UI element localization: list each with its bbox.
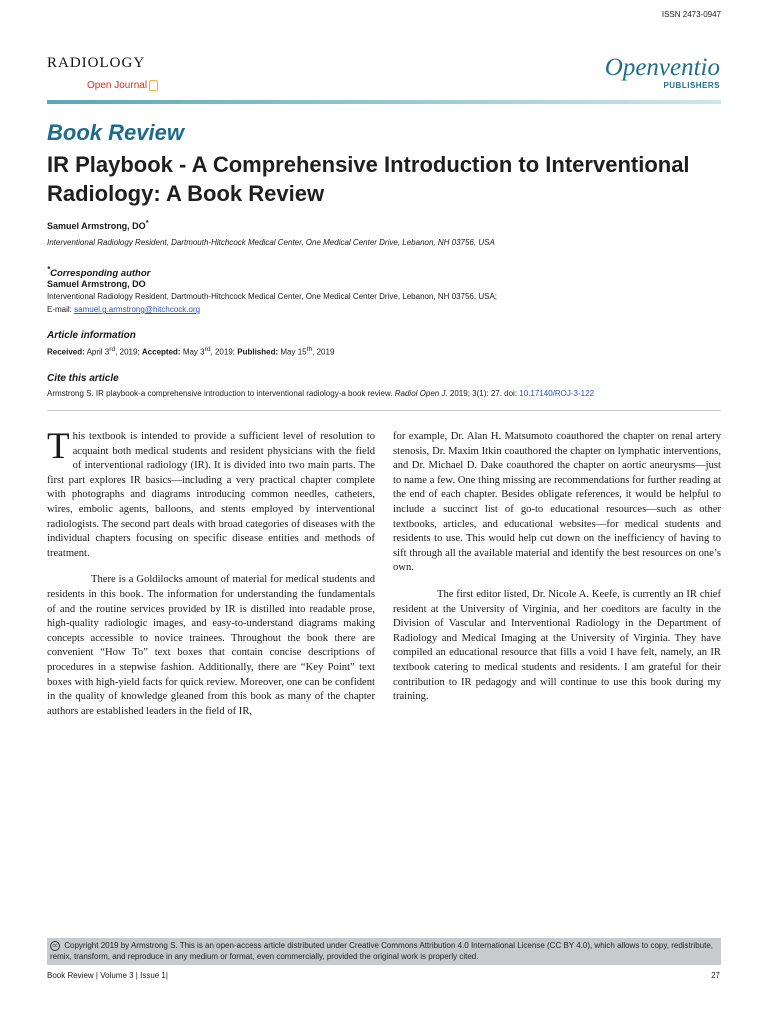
article-title: IR Playbook - A Comprehensive Introduction to Interventional Radiology: A Book Review	[47, 152, 690, 206]
publisher-name: Openventio	[604, 54, 720, 81]
article-info-label: Article information	[47, 330, 136, 341]
corresponding-label	[47, 265, 150, 279]
email-link[interactable]: samuel.g.armstrong@hitchcock.org	[74, 305, 201, 314]
received-year: 2019	[119, 347, 138, 357]
corresponding-name: Samuel Armstrong, DO	[47, 279, 146, 289]
paragraph: There is a Goldilocks amount of material for medical students and residents in this book. The information for understanding the fundamentals of and the routine services provided by IR is distilled into readable prose, high-quality radiologic images, and easy-to-understand diagrams making concepts accessible to novice trainees. Throughout the book there are convenient “How To” text boxes that contain concise descriptions of procedures in a stepwise fashion. Additionally, there are “Key Point” text boxes with high-yield facts for quick review. Moreover, one can be confident in the quality of knowledge gleaned from this book as many of the chapter authors are established leaders in the field of IR,	[47, 574, 375, 717]
author-affiliation: Interventional Radiology Resident, Dartmouth-Hitchcock Medical Center, One Medical Center Drive, Lebanon, NH 03756, USA	[47, 238, 495, 247]
accepted-label: Accepted:	[141, 347, 181, 357]
open-access-lock-icon	[149, 80, 158, 91]
corresponding-email-line	[47, 305, 200, 314]
email-label: E-mail:	[47, 305, 72, 314]
paragraph: for example, Dr. Alan H. Matsumoto coauthored the chapter on renal artery stenosis, Dr. Maxim Itkin coauthored the chapter on lymphatic interventions, and Dr. Michael D. Dake coauthored the chapter on aortic aneurysms—just to name a few. One thing missing are recommendations for further reading at the end of each chapter. Besides obligate references, it would be helpful to include a succinct list of go-to educational resources—such as other textbooks, articles, and educational websites—for medical students and residents to use. This would help cut down on the inefficiency of having to sift through all the available material and identify the best resources on one’s own.	[393, 431, 721, 574]
publisher-logo	[605, 55, 720, 90]
corresponding-label-text: Corresponding author	[50, 268, 151, 280]
author	[47, 218, 149, 231]
published-date: May 15	[280, 347, 307, 357]
journal-name: RADIOLOGY	[47, 55, 146, 71]
paragraph: The first editor listed, Dr. Nicole A. Keefe, is currently an IR chief resident at the University of Virginia, and her coeditors are faculty in the Division of Vascular and Interventional Radiology in the Department of Radiology and Medical Imaging at the University of Virginia. They have compiled an educational resource that fills a void I have felt, namely, an IR textbook catering to medical students and residents. I am grateful for their contribution to IR pedagogy and will continue to use this book during my training.	[393, 588, 721, 703]
citation-details: . 2019; 3(1): 27. doi:	[445, 389, 518, 398]
accepted-date: May 3	[182, 347, 205, 357]
author-name: Samuel Armstrong, DO	[47, 221, 146, 231]
section-divider	[47, 410, 721, 411]
author-mark: *	[145, 218, 149, 227]
received-label: Received:	[47, 347, 85, 357]
published-year: 2019	[316, 347, 335, 357]
received-date: April 3	[86, 347, 110, 357]
accepted-sup: rd	[204, 346, 211, 353]
accepted-year: 2019	[214, 347, 233, 357]
corresponding-mark: *	[47, 265, 51, 274]
published-label: Published:	[237, 347, 279, 357]
license-text: Copyright 2019 by Armstrong S. This is an open-access article distributed under Creative Commons Attribution 4.0 International License (CC BY 4.0), which allows to copy, redistribute, remix, transform, and reproduce in any medium or format, even commercially, provided the original work is properly cited.	[50, 941, 713, 961]
doi-link[interactable]: 10.17140/ROJ-3-122	[519, 389, 595, 398]
issn: ISSN 2473-0947	[661, 10, 721, 19]
received-sup: rd	[109, 346, 116, 353]
article-dates: Received: April 3rd, 2019; Accepted: May 3rd, 2019; Published: May 15th, 2019	[47, 346, 335, 357]
page-number: 27	[711, 971, 720, 980]
body-column-left	[47, 426, 375, 731]
section-label: Book Review	[47, 120, 184, 145]
paragraph-text: his textbook is intended to provide a sufficient level of resolution to acquaint both medical students and resident physicians with the field of interventional radiology (IR). It is divided into two main parts. The first part explores IR basics—including a very practical chapter complete with photographs and diagrams introducing common needles, catheters, wires, embolic agents, balloons, and stents employed by interventional radiologists. The second part deals with broad categories of diseases with the individual chapters focusing on specific disease entities and methods of treatment.	[47, 431, 375, 559]
license-box	[47, 938, 721, 965]
footer-issue-info: Book Review | Volume 3 | Issue 1|	[47, 971, 168, 980]
journal-subtitle-text: Open Journal	[87, 80, 148, 92]
drop-cap: T	[47, 426, 70, 467]
corresponding-affiliation: Interventional Radiology Resident, Dartmouth-Hitchcock Medical Center, One Medical Center Drive, Lebanon, NH 03756, USA;	[47, 292, 497, 301]
published-sup: th	[306, 346, 313, 353]
paragraph	[47, 426, 375, 561]
cite-label: Cite this article	[47, 373, 119, 384]
citation-text: Armstrong S. IR playbook-a comprehensive introduction to interventional radiology-a book review.	[47, 389, 393, 398]
citation	[47, 389, 594, 398]
publisher-sub: PUBLISHERS	[663, 81, 720, 90]
journal-subtitle	[87, 80, 158, 91]
citation-journal: Radiol Open J	[394, 389, 446, 398]
body-column-right	[393, 430, 721, 717]
creative-commons-icon: cc	[50, 941, 60, 951]
header-rule	[47, 100, 721, 104]
